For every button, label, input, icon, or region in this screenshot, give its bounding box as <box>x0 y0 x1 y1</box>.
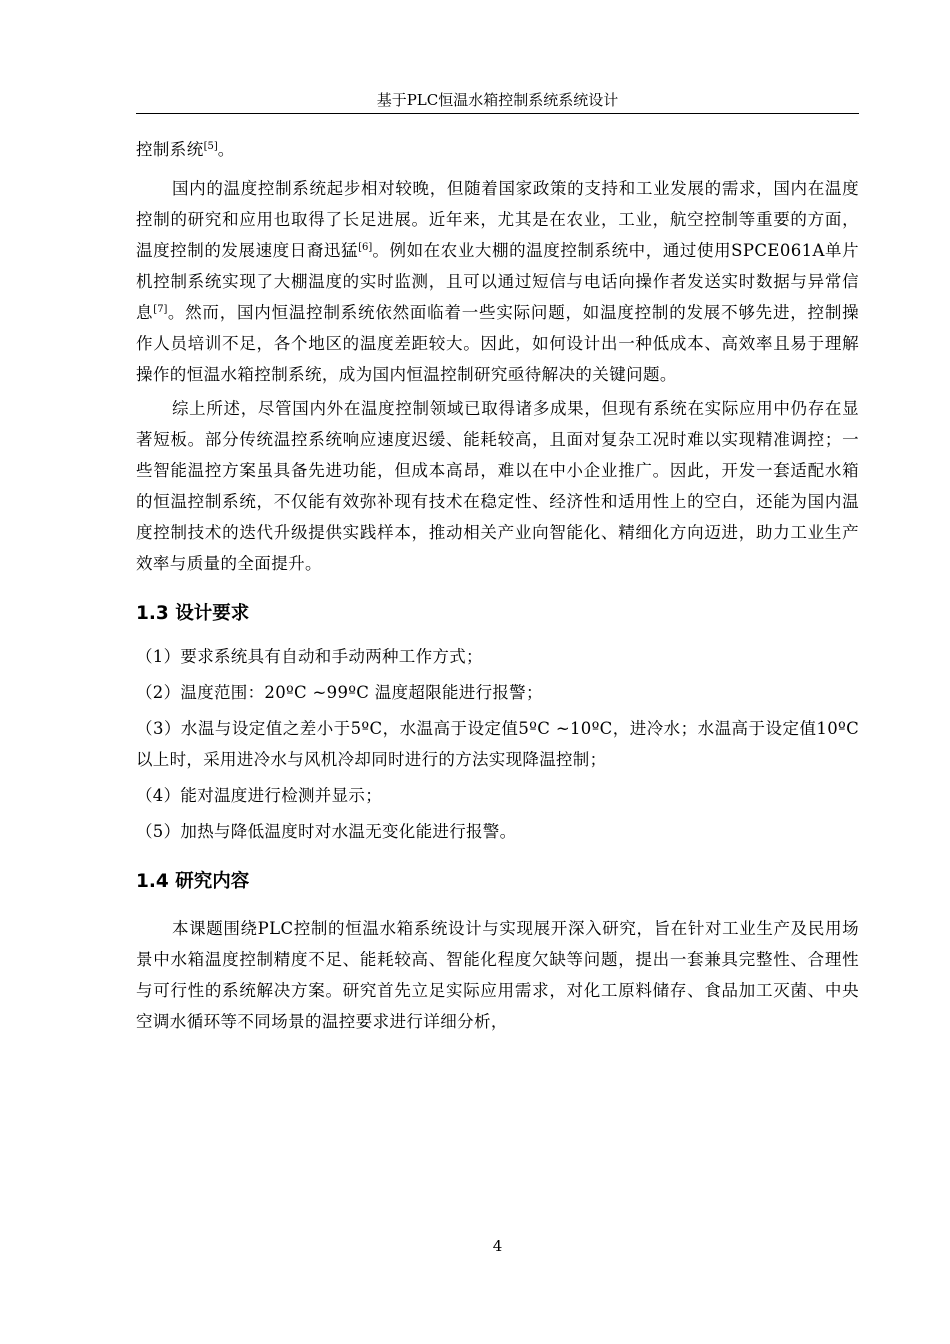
paragraph-continuation <box>136 134 859 165</box>
requirement-item: （4）能对温度进行检测并显示； <box>136 786 382 805</box>
paragraph-research-content: 本课题围绕PLC控制的恒温水箱系统设计与实现展开深入研究，旨在针对工业生产及民用场景中水箱温度控制精度不足、能耗较高、智能化程度欠缺等问题，提出一套兼具完整性、合理性与可行性的系统解决方案。研究首先立足实际应用需求，对化工原料储存、食品加工灭菌、中央空调水循环等不同场景的温控要求进行详细分析， <box>136 919 859 1031</box>
citation-ref: [5] <box>203 141 218 152</box>
requirement-item: （3）水温与设定值之差小于5ºC，水温高于设定值5ºC ~10ºC，进冷水；水温高于设定值10ºC以上时，采用进冷水与风机冷却同时进行的方法实现降温控制； <box>136 719 859 769</box>
paragraph-summary: 综上所述，尽管国内外在温度控制领域已取得诸多成果，但现有系统在实际应用中仍存在显著短板。部分传统温控系统响应速度迟缓、能耗较高，且面对复杂工况时难以实现精准调控；一些智能温控方案虽具备先进功能，但成本高昂，难以在中小企业推广。因此，开发一套适配水箱的恒温控制系统，不仅能有效弥补现有技术在稳定性、经济性和适用性上的空白，还能为国内温度控制技术的迭代升级提供实践样本，推动相关产业向智能化、精细化方向迈进，助力工业生产效率与质量的全面提升。 <box>136 399 859 573</box>
paragraph-text: 国内的温度控制系统起步相对较晚，但随着国家政策的支持和工业发展的需求，国内在温度控制的研究和应用也取得了长足进展。近年来，尤其是在农业，工业，航空控制等重要的方面，温度控制的发展速度日裔迅猛 <box>136 179 859 260</box>
citation-ref: [6] <box>358 242 373 253</box>
requirement-item: （5）加热与降低温度时对水温无变化能进行报警。 <box>136 822 517 841</box>
page-header-title: 基于PLC恒温水箱控制系统系统设计 <box>376 91 619 109</box>
section-heading-1-3: 1.3 设计要求 <box>136 603 250 624</box>
requirement-item: （1）要求系统具有自动和手动两种工作方式； <box>136 647 483 666</box>
paragraph-text: 。 <box>217 140 235 159</box>
page-number: 4 <box>492 1237 503 1255</box>
requirement-item: （2）温度范围：20ºC ~99ºC 温度超限能进行报警； <box>136 683 543 702</box>
paragraph-text: 控制系统 <box>136 140 204 159</box>
page-body <box>136 134 859 1037</box>
requirements-list <box>136 641 859 847</box>
paragraph-text: 。例如在农业大棚的温度控制系统中，通过使用SPCE061A单片机控制系统实现了大棚温度的实时监测，且可以通过短信与电话向操作者发送实时数据与异常信息 <box>136 241 860 322</box>
citation-ref: [7] <box>153 304 168 315</box>
header-divider <box>136 113 859 114</box>
paragraph-domestic-status <box>136 173 859 390</box>
section-heading-1-4: 1.4 研究内容 <box>136 871 250 892</box>
paragraph-text: 。然而，国内恒温控制系统依然面临着一些实际问题，如温度控制的发展不够先进，控制操作人员培训不足，各个地区的温度差距较大。因此，如何设计出一种低成本、高效率且易于理解操作的恒温水箱控制系统，成为国内恒温控制研究亟待解决的关键问题。 <box>136 303 860 384</box>
